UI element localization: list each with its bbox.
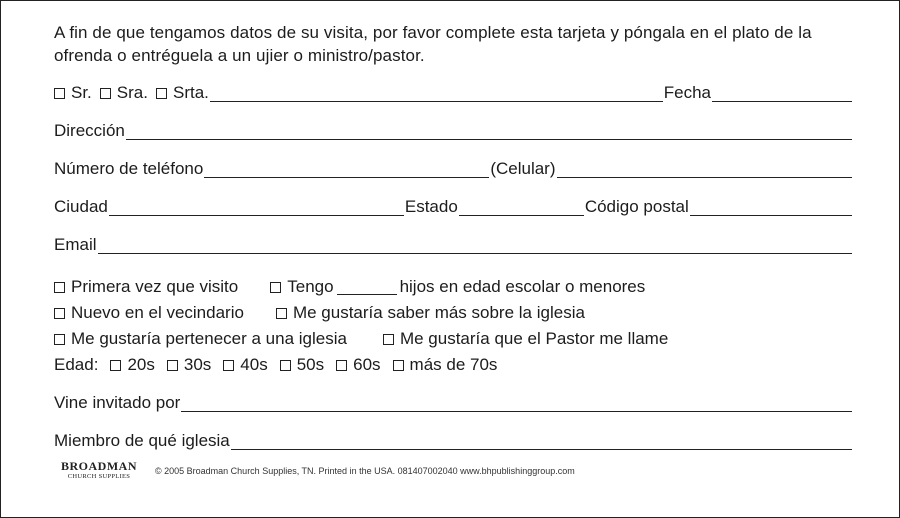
checkbox-icon[interactable] xyxy=(393,360,404,371)
checkbox-icon[interactable] xyxy=(110,360,121,371)
member-row xyxy=(54,429,853,451)
checkbox-icon[interactable] xyxy=(54,308,65,319)
email-label: Email xyxy=(54,235,97,254)
checkbox-sr[interactable]: Sr. xyxy=(54,83,92,103)
checkbox-icon[interactable] xyxy=(54,88,65,99)
options-row-2 xyxy=(54,302,585,324)
checkbox-age-30s[interactable]: 30s xyxy=(167,354,211,376)
checkbox-icon[interactable] xyxy=(167,360,178,371)
vine-invitado-line[interactable] xyxy=(181,395,852,412)
fecha-line[interactable] xyxy=(712,85,852,102)
name-line[interactable] xyxy=(210,85,663,102)
ciudad-label: Ciudad xyxy=(54,197,108,216)
hijos-count-line[interactable] xyxy=(337,280,397,295)
options-row-1 xyxy=(54,276,645,298)
estado-label: Estado xyxy=(404,197,458,216)
checkbox-age-40s[interactable]: 40s xyxy=(223,354,267,376)
checkbox-icon[interactable] xyxy=(276,308,287,319)
checkbox-pertenecer[interactable]: Me gustaría pertenecer a una iglesia xyxy=(54,328,347,350)
checkbox-icon[interactable] xyxy=(100,88,111,99)
logo-main-text: BROADMAN xyxy=(61,459,137,473)
logo-sub-text: CHURCH SUPPLIES xyxy=(67,473,131,480)
telefono-label: Número de teléfono xyxy=(54,159,204,178)
options-row-3 xyxy=(54,328,668,350)
miembro-line[interactable] xyxy=(231,433,852,450)
checkbox-icon[interactable] xyxy=(270,282,281,293)
telefono-line[interactable] xyxy=(204,161,489,178)
address-row xyxy=(54,119,853,141)
checkbox-saber-mas[interactable]: Me gustaría saber más sobre la iglesia xyxy=(276,302,585,324)
phone-row xyxy=(54,157,853,179)
name-row xyxy=(54,81,853,103)
direccion-line[interactable] xyxy=(126,123,852,140)
checkbox-icon[interactable] xyxy=(54,282,65,293)
footer xyxy=(61,460,575,481)
checkbox-icon[interactable] xyxy=(156,88,167,99)
direccion-label: Dirección xyxy=(54,121,125,140)
intro-text: A fin de que tengamos datos de su visita, por favor complete esta tarjeta y póngala en el plato de la ofrenda o entréguela a un ujier o ministro/pastor. xyxy=(54,23,812,65)
miembro-label: Miembro de qué iglesia xyxy=(54,431,230,450)
codigo-postal-label: Código postal xyxy=(584,197,689,216)
checkbox-nuevo[interactable]: Nuevo en el vecindario xyxy=(54,302,244,324)
estado-line[interactable] xyxy=(459,199,584,216)
ciudad-line[interactable] xyxy=(109,199,404,216)
checkbox-age-60s[interactable]: 60s xyxy=(336,354,380,376)
checkbox-icon[interactable] xyxy=(383,334,394,345)
checkbox-srta[interactable]: Srta. xyxy=(156,83,209,103)
checkbox-pastor-llame[interactable]: Me gustaría que el Pastor me llame xyxy=(383,328,668,350)
checkbox-icon[interactable] xyxy=(336,360,347,371)
fecha-label: Fecha xyxy=(663,83,711,102)
checkbox-icon[interactable] xyxy=(223,360,234,371)
vine-invitado-label: Vine invitado por xyxy=(54,393,181,412)
codigo-postal-line[interactable] xyxy=(690,199,852,216)
celular-line[interactable] xyxy=(557,161,852,178)
invited-row xyxy=(54,391,853,413)
copyright-text: © 2005 Broadman Church Supplies, TN. Printed in the USA. 081407002040 www.bhpublishinggroup.com xyxy=(155,465,575,476)
checkbox-icon[interactable] xyxy=(54,334,65,345)
checkbox-icon[interactable] xyxy=(280,360,291,371)
checkbox-sra[interactable]: Sra. xyxy=(100,83,148,103)
checkbox-age-50s[interactable]: 50s xyxy=(280,354,324,376)
celular-label: (Celular) xyxy=(490,159,556,178)
age-label: Edad: xyxy=(54,355,99,374)
age-row xyxy=(54,354,497,376)
email-row xyxy=(54,233,853,255)
email-line[interactable] xyxy=(98,237,852,254)
checkbox-tengo-hijos[interactable]: Tengo hijos en edad escolar o menores xyxy=(270,276,645,298)
checkbox-primera-vez[interactable]: Primera vez que visito xyxy=(54,276,238,298)
checkbox-age-70s[interactable]: más de 70s xyxy=(393,354,498,376)
broadman-logo xyxy=(61,460,137,481)
city-row xyxy=(54,195,853,217)
checkbox-age-20s[interactable]: 20s xyxy=(110,354,154,376)
